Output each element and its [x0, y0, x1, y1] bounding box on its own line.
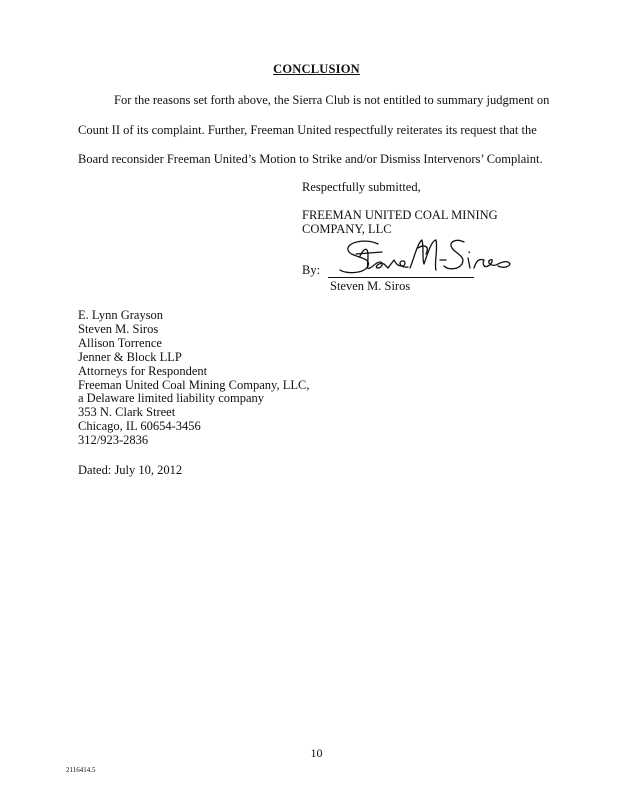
counsel-line: Steven M. Siros — [78, 321, 159, 336]
counsel-line: Attorneys for Respondent — [78, 363, 208, 378]
counsel-line: Jenner & Block LLP — [78, 349, 182, 364]
counsel-line: 353 N. Clark Street — [78, 405, 176, 420]
body-line-1: For the reasons set forth above, the Sierra Club is not entitled to summary judgment on — [114, 93, 550, 107]
document-id: 2116414.5 — [66, 766, 96, 774]
closing-text: Respectfully submitted, — [302, 180, 421, 194]
page-number: 10 — [310, 746, 323, 760]
signature-line — [328, 277, 474, 278]
counsel-line: a Delaware limited liability company — [78, 391, 265, 406]
by-label: By: — [302, 263, 321, 277]
counsel-line: 312/923-2836 — [78, 433, 149, 448]
date-line: Dated: July 10, 2012 — [78, 463, 183, 477]
firm-name-line-2: COMPANY, LLC — [302, 222, 392, 236]
counsel-line: Chicago, IL 60654-3456 — [78, 419, 201, 434]
counsel-address-block — [78, 309, 309, 448]
section-heading: CONCLUSION — [273, 62, 360, 76]
body-line-3: Board reconsider Freeman United’s Motion to Strike and/or Dismiss Intervenors’ Complaint. — [78, 152, 543, 166]
counsel-line: E. Lynn Grayson — [78, 308, 164, 322]
counsel-line: Allison Torrence — [78, 335, 162, 350]
signer-name: Steven M. Siros — [330, 279, 411, 293]
body-line-2: Count II of its complaint. Further, Freeman United respectfully reiterates its request that the — [78, 123, 537, 137]
counsel-line: Freeman United Coal Mining Company, LLC, — [78, 377, 310, 392]
firm-name-line-1: FREEMAN UNITED COAL MINING — [302, 208, 498, 222]
